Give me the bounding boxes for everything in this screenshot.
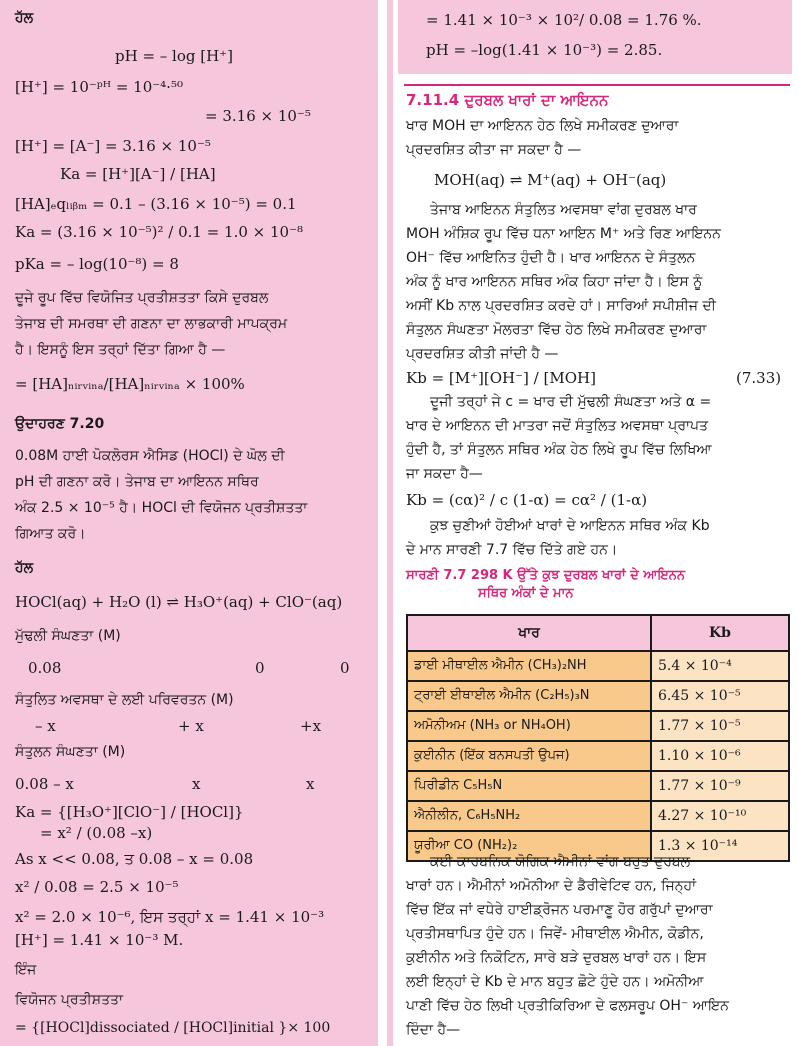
hocl-reaction: HOCl(aq) + H₂O (l) ⇌ H₃O⁺(aq) + ClO⁻(aq) (15, 593, 343, 611)
equilibrium-value: x (192, 775, 201, 793)
initial-value: 0.08 (28, 659, 62, 677)
paragraph-line: ਤੇਜਾਬ ਦੀ ਸਮਰਥਾ ਦੀ ਗਣਨਾ ਦਾ ਲਾਭਕਾਰੀ ਮਾਪਕ੍ਰਮ (15, 316, 288, 332)
kb-value: 1.10 × 10⁻⁶ (651, 741, 789, 771)
ka-definition: Ka = [H⁺][A⁻] / [HA] (60, 165, 216, 183)
x-squared-equation: x² / 0.08 = 2.5 × 10⁻⁵ (15, 878, 179, 896)
paragraph-line: ਦੇ ਮਾਨ ਸਾਰਣੀ 7.7 ਵਿੱਚ ਦਿੱਤੇ ਗਏ ਹਨ। (406, 542, 618, 558)
table-header-row (407, 615, 789, 651)
example-line: 0.08M ਹਾਈ ਪੋਕਲੋਰਸ ਐਸਿਡ (HOCl) ਦੇ ਘੋਲ ਦੀ (15, 448, 285, 464)
paragraph-line: ਅੰਕ ਨੂੰ ਖਾਰ ਆਇਨਨ ਸਥਿਰ ਅੰਕ ਕਿਹਾ ਜਾਂਦਾ ਹੈ। ਇਸ ਨੂੰ (406, 274, 703, 290)
example-line: ਅੰਕ 2.5 × 10⁻⁵ ਹੈ। HOCl ਦੀ ਵਿਯੋਜਨ ਪ੍ਰਤੀਸ਼ਤਤਾ (15, 500, 308, 516)
table-row (407, 681, 789, 711)
solution-heading: ਹੱਲ (15, 10, 34, 26)
initial-value: 0 (340, 659, 350, 677)
paragraph-line: OH⁻ ਵਿੱਚ ਆਇਨਿਤ ਹੁੰਦੀ ਹੈ। ਖਾਰ ਆਇਨਨ ਦੇ ਸੰਤੁਲਨ (406, 250, 696, 266)
dissociation-label: ਵਿਯੋਜਨ ਪ੍ਰਤੀਸ਼ਤਤਾ (15, 992, 124, 1008)
kb-table (406, 614, 790, 862)
example-line: pH ਦੀ ਗਣਨਾ ਕਰੋ। ਤੇਜਾਬ ਦਾ ਆਇਨਨ ਸਥਿਰ (15, 474, 259, 490)
h-concentration: [H⁺] = 10⁻ᵖᴴ = 10⁻⁴·⁵⁰ (15, 78, 183, 96)
paragraph-line: MOH ਅੰਸ਼ਿਕ ਰੂਪ ਵਿੱਚ ਧਨਾ ਆਇਨ M⁺ ਅਤੇ ਰਿਣ ਆਇਨਨ (406, 226, 721, 242)
paragraph-line: ਦੂਜੇ ਰੂਪ ਵਿੱਚ ਵਿਯੋਜਿਤ ਪ੍ਰਤੀਸ਼ਤਤਾ ਕਿਸੇ ਦੁਰਬਲ (15, 290, 269, 306)
paragraph-line: ਖਾਰ ਦੇ ਆਇਨਨ ਦੀ ਮਾਤਰਾ ਜਦੋਂ ਸੰਤੁਲਿਤ ਅਵਸਥਾ ਪ੍ਰਾਪਤ (406, 418, 709, 434)
h-value: = 3.16 × 10⁻⁵ (205, 107, 311, 125)
section-rule (404, 84, 790, 86)
paragraph-line: ਲਈ ਇਨ੍ਹਾਂ ਦੇ Kb ਦੇ ਮਾਨ ਬਹੁਤ ਛੋਟੇ ਹੁੰਦੇ ਹਨ। ਅਮੋਨੀਆ (406, 974, 704, 990)
section-heading: 7.11.4 ਦੁਰਬਲ ਖਾਰਾਂ ਦਾ ਆਇਨਨ (406, 91, 609, 109)
table-caption: ਸਾਰਣੀ 7.7 298 K ਉੱਤੇ ਕੁਝ ਦੁਰਬਲ ਖਾਰਾਂ ਦੇ ਆਇਨਨ (406, 568, 686, 583)
paragraph-line: ਪ੍ਰਤੀਸਥਾਪਿਤ ਹੁੰਦੇ ਹਨ। ਜਿਵੇਂ- ਮੀਥਾਈਲ ਐਮੀਨ, ਕੋਡੀਨ, (406, 926, 704, 942)
kb-definition: Kb = [M⁺][OH⁻] / [MOH] (406, 369, 596, 387)
paragraph-line: ਪ੍ਰਦਰਸ਼ਿਤ ਕੀਤਾ ਜਾ ਸਕਦਾ ਹੈ — (406, 142, 582, 158)
paragraph-line: ਕੁਝ ਚੁਣੀਆਂ ਹੋਈਆਂ ਖਾਰਾਂ ਦੇ ਆਇਨਨ ਸਥਿਰ ਅੰਕ Kb (430, 518, 710, 534)
table-row (407, 741, 789, 771)
approximation: As x << 0.08, ਤ 0.08 – x = 0.08 (15, 850, 254, 868)
equilibrium-concentration-label: ਸੰਤੁਲਨ ਸੰਘਣਤਾ (M) (15, 744, 126, 760)
ka-value: Ka = (3.16 × 10⁻⁵)² / 0.1 = 1.0 × 10⁻⁸ (15, 223, 304, 241)
dissociation-formula: = {[HOCl]dissociated / [HOCl]initial }× 100 (15, 1020, 331, 1036)
table-caption-2: ਸਥਿਰ ਅੰਕਾਂ ਦੇ ਮਾਨ (478, 586, 574, 601)
change-value: + x (178, 717, 204, 735)
ka-expression-2: = x² / (0.08 –x) (40, 824, 153, 842)
paragraph-line: ਤੇਜਾਬ ਆਇਨਨ ਸੰਤੁਲਿਤ ਅਵਸਥਾ ਵਾਂਗ ਦੁਰਬਲ ਖਾਰ (430, 202, 697, 218)
paragraph-line: ਸੰਤੁਲਨ ਸੰਘਣਤਾ ਮੋਲਰਤਾ ਵਿੱਚ ਹੇਠ ਲਿਖੇ ਸਮੀਕਰਣ ਦੁਆਰਾ (406, 322, 707, 338)
table-row (407, 801, 789, 831)
kb-value: 4.27 × 10⁻¹⁰ (651, 801, 789, 831)
continuation-line: pH = –log(1.41 × 10⁻³) = 2.85. (426, 41, 663, 59)
base-name: ਯੂਰੀਆ CO (NH₂)₂ (407, 831, 651, 861)
paragraph-line: ਪਾਣੀ ਵਿੱਚ ਹੇਠ ਲਿਖੀ ਪ੍ਰਤੀਕਿਰਿਆ ਦੇ ਫਲਸਰੂਪ OH⁻ ਆਇਨ (406, 998, 729, 1014)
table-row (407, 651, 789, 681)
base-name: ਐਨੀਲੀਨ, C₆H₅NH₂ (407, 801, 651, 831)
base-name: ਡਾਈ ਮੀਥਾਈਲ ਐਮੀਨ (CH₃)₂NH (407, 651, 651, 681)
percent-formula: = [HA]ₙᵢᵣᵥᵢₙₐ/[HA]ₙᵢᵣᵥᵢₙₐ × 100% (15, 375, 245, 393)
equilibrium-value: x (306, 775, 315, 793)
paragraph-line: ਵਿੱਚ ਇੱਕ ਜਾਂ ਵਧੇਰੇ ਹਾਈਡ੍ਰੋਜਨ ਪਰਮਾਣੂ ਹੋਰ ਗਰੁੱਪਾਂ ਦੁਆਰਾ (406, 902, 713, 918)
pka-value: pKa = – log(10⁻⁸) = 8 (15, 255, 179, 273)
paragraph-line: ਹੈ। ਇਸਨੂੰ ਇਸ ਤਰ੍ਹਾਂ ਦਿੱਤਾ ਗਿਆ ਹੈ — (15, 342, 226, 358)
table-header-cell: ਖਾਰ (407, 615, 651, 651)
kb-value: 1.77 × 10⁻⁵ (651, 711, 789, 741)
table-header-cell: Kb (651, 615, 789, 651)
h-result: [H⁺] = 1.41 × 10⁻³ M. (15, 931, 184, 949)
column-divider (387, 0, 393, 1046)
continuation-line: = 1.41 × 10⁻³ × 10²/ 0.08 = 1.76 %. (426, 11, 702, 29)
base-name: ਅਮੋਨੀਅਮ (NH₃ or NH₄OH) (407, 711, 651, 741)
equation-number: (7.33) (736, 369, 782, 387)
paragraph-line: ਜਾ ਸਕਦਾ ਹੈ— (406, 466, 483, 482)
base-name: ਪਿਰੀਡੀਨ C₅H₅N (407, 771, 651, 801)
x-squared-value: x² = 2.0 × 10⁻⁶, ਇਸ ਤਰ੍ਹਾਂ x = 1.41 × 10⁻³ (15, 908, 325, 926)
kb-value: 6.45 × 10⁻⁵ (651, 681, 789, 711)
change-value: +x (300, 717, 322, 735)
kb-alpha-formula: Kb = (cα)² / c (1-α) = cα² / (1-α) (406, 491, 648, 509)
paragraph-line: ਪ੍ਰਦਰਸ਼ਿਤ ਕੀਤੀ ਜਾਂਦੀ ਹੈ — (406, 346, 559, 362)
example-line: ਗਿਆਤ ਕਰੋ। (15, 526, 86, 542)
change-value: – x (35, 717, 56, 735)
ka-expression: Ka = {[H₃O⁺][ClO⁻] / [HOCl]} (15, 803, 244, 821)
change-label: ਸੰਤੁਲਿਤ ਅਵਸਥਾ ਦੇ ਲਈ ਪਰਿਵਰਤਨ (M) (15, 692, 234, 708)
therefore-label: ਇੰਜ (15, 962, 37, 978)
base-name: ਟ੍ਰਾਈ ਈਥਾਈਲ ਐਮੀਨ (C₂H₅)₃N (407, 681, 651, 711)
initial-value: 0 (255, 659, 265, 677)
moh-equation: MOH(aq) ⇌ M⁺(aq) + OH⁻(aq) (434, 171, 667, 189)
h-equals-a: [H⁺] = [A⁻] = 3.16 × 10⁻⁵ (15, 137, 211, 155)
kb-value: 5.4 × 10⁻⁴ (651, 651, 789, 681)
kb-value: 1.3 × 10⁻¹⁴ (651, 831, 789, 861)
base-name: ਕੁਈਨੀਨ (ਇੱਕ ਬਨਸਪਤੀ ਉਪਜ) (407, 741, 651, 771)
ha-equilibrium: [HA]ₑqₗᵢᵦₘ = 0.1 – (3.16 × 10⁻⁵) = 0.1 (15, 195, 297, 213)
paragraph-line: ਦੂਜੀ ਤਰ੍ਹਾਂ ਜੇ c = ਖਾਰ ਦੀ ਮੁੱਢਲੀ ਸੰਘਣਤਾ ਅਤੇ α = (430, 394, 712, 410)
kb-value: 1.77 × 10⁻⁹ (651, 771, 789, 801)
paragraph-line: ਕਈ ਕਾਰਬਨਿਕ ਯੋਗਿਕ ਐਮੀਨਾਂ ਵਾਂਗ ਬਹੁਤ ਦੁਰਬਲ (430, 854, 691, 870)
paragraph-line: ਦਿੰਦਾ ਹੈ— (406, 1022, 461, 1038)
paragraph-line: ਹੁੰਦੀ ਹੈ, ਤਾਂ ਸੰਤੁਲਨ ਸਥਿਰ ਅੰਕ ਹੇਠ ਲਿਖੇ ਰੂਪ ਵਿੱਚ ਲਿਖਿਆ (406, 442, 712, 458)
example-heading: ਉਦਾਹਰਣ 7.20 (15, 416, 105, 432)
initial-concentration-label: ਮੁੱਢਲੀ ਸੰਘਣਤਾ (M) (15, 628, 121, 644)
equilibrium-value: 0.08 – x (15, 775, 74, 793)
table-row (407, 771, 789, 801)
paragraph-line: ਖਾਰਾਂ ਹਨ। ਐਮੀਨਾਂ ਅਮੋਨੀਆ ਦੇ ਡੈਰੀਵੇਟਿਵ ਹਨ, ਜਿਨ੍ਹਾਂ (406, 878, 697, 894)
ph-definition: pH = – log [H⁺] (115, 47, 233, 65)
paragraph-line: ਕੁਈਨੀਨ ਅਤੇ ਨਿਕੋਟਿਨ, ਸਾਰੇ ਬੜੇ ਦੁਰਬਲ ਖਾਰਾਂ ਹਨ। ਇਸ (406, 950, 707, 966)
table-row (407, 711, 789, 741)
paragraph-line: ਅਸੀਂ Kb ਨਾਲ ਪ੍ਰਦਰਸ਼ਿਤ ਕਰਦੇ ਹਾਂ। ਸਾਰਿਆਂ ਸਪੀਸ਼ੀਜ ਦੀ (406, 298, 716, 314)
paragraph-line: ਖਾਰ MOH ਦਾ ਆਇਨਨ ਹੇਠ ਲਿਖੇ ਸਮੀਕਰਣ ਦੁਆਰਾ (406, 118, 679, 134)
solution-heading-2: ਹੱਲ (15, 560, 34, 576)
